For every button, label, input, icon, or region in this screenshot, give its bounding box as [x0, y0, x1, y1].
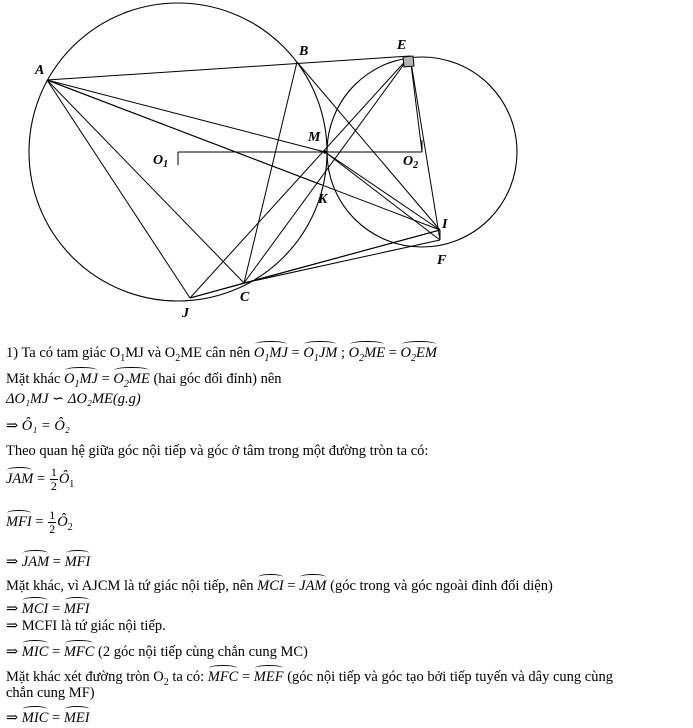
text-line-6: JAM = $\frac{1}{2}$ $Ô_1$ — [6, 465, 75, 494]
text-line-4: ⇒ Ô₁ = Ô₂ — [6, 418, 70, 434]
label-o1: $O_1$ — [153, 153, 169, 170]
label-e: E — [397, 38, 407, 53]
text-line-5: Theo quan hệ giữa góc nội tiếp và góc ở tâm trong một đường tròn ta có: — [6, 443, 429, 459]
text-line-8: ⇒ JAM = MFI — [6, 549, 90, 571]
label-b: B — [299, 44, 309, 59]
point-m — [323, 150, 327, 154]
text-line-11: ⇒ MCFI là tứ giác nội tiếp. — [6, 618, 166, 634]
label-m: M — [308, 130, 321, 145]
text-line-9: Mặt khác, vì AJCM là tứ giác nội tiếp, nên MCI = JAM (góc trong và góc ngoài đỉnh đối diện) — [6, 573, 553, 595]
label-f: F — [437, 253, 447, 268]
label-i: I — [442, 217, 448, 232]
label-j: J — [182, 306, 189, 321]
text-line-14: chắn cung MF) — [6, 685, 95, 701]
text-line-2: Mặt khác $O_1MJ = O_2ME$ (hai góc đối đỉnh) nên — [6, 366, 282, 394]
label-o2: $O_2$ — [403, 154, 419, 171]
label-c: C — [240, 290, 250, 305]
text-line-3: ΔO₁MJ ∽ ΔO₂ME(g.g) — [6, 391, 141, 407]
text-line-12: ⇒ MIC = MFC (2 góc nội tiếp cùng chắn cung MC) — [6, 639, 308, 661]
geometry-figure — [0, 0, 693, 330]
text-line-7: MFI = $\frac{1}{2}$ $Ô_2$ — [6, 508, 73, 537]
right-angle-mark — [403, 56, 414, 67]
text-line-10: ⇒ MCI = MFI — [6, 596, 90, 618]
text-line-1: 1) Ta có tam giác $O_1MJ$ và $O_2ME$ cân nên $O_1MJ = O_1JM$ ; $O_2ME = O_2EM$ — [6, 340, 437, 368]
label-k: K — [318, 192, 328, 207]
figure-segments — [47, 56, 440, 298]
text-line-13: Mặt khác xét đường tròn $O_2$ ta có: MFC = MEF (góc nội tiếp và góc tạo bởi tiếp tuyến và dây cung cùng — [6, 664, 613, 692]
text-line-15: ⇒ MIC = MEI — [6, 705, 90, 727]
label-a: A — [35, 63, 45, 78]
